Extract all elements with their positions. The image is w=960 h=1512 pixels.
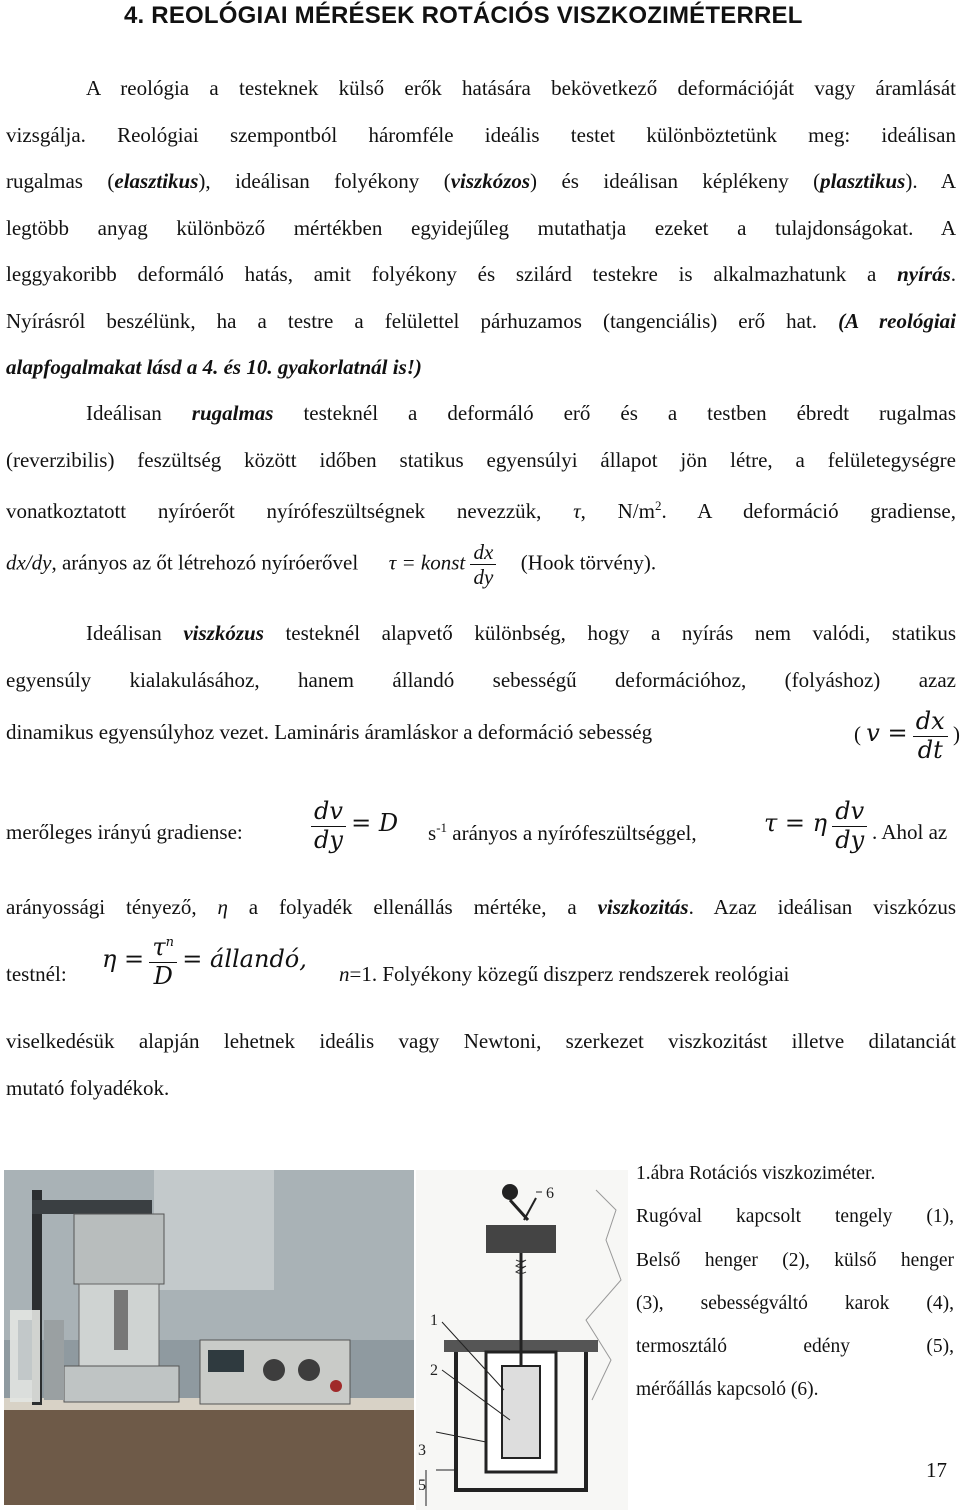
text-line: Ideálisan viszkózus testeknél alapvető különbség, hogy a nyírás nem valódi, statikus bbox=[86, 621, 956, 645]
hook-law-line: dx/dy, arányos az őt létrehozó nyíróerővel τ = konst $\frac{dx}{dy}$ (Hook törvény). bbox=[6, 540, 657, 590]
equation-newton: η = $\frac{\tau^n}{D}$ = állandó, bbox=[102, 933, 307, 990]
equation-shear-rate: $\frac{dv}{dy}$ = D bbox=[311, 798, 398, 854]
text-line: legtöbb anyag különböző mértékben egyidejűleg mutathatja ezeket a tulajdonságokat. A bbox=[6, 215, 956, 240]
viscometer-photo bbox=[4, 1170, 414, 1505]
text-line: (reverzibilis) feszültség között időben statikus egyensúlyi állapot jön létre, a felületegységre bbox=[6, 447, 956, 472]
text-line: Ideálisan rugalmas testeknél a deformáló erő és a testben ébredt rugalmas bbox=[86, 401, 956, 425]
equation-velocity: ( v = $\frac{dx}{dt}$ ) bbox=[854, 707, 960, 764]
equation-viscosity: τ = η $\frac{dv}{dy}$ bbox=[764, 798, 867, 854]
text-line: mutató folyadékok. bbox=[6, 1075, 170, 1100]
text-line: A reológia a testeknek külső erők hatására bekövetkező deformációját vagy áramlását bbox=[86, 76, 956, 100]
caption-line: termosztáló edény (5), bbox=[636, 1336, 954, 1358]
paragraph-viscous bbox=[6, 610, 956, 703]
caption-line: 1.ábra Rotációs viszkoziméter. bbox=[636, 1163, 876, 1184]
caption-line: (3), sebességváltó karok (4), bbox=[636, 1292, 954, 1314]
paragraph-intro bbox=[6, 65, 956, 391]
text-line: viselkedésük alapján lehetnek ideális vagy Newtoni, szerkezet viszkozitást illetve dilatanciát bbox=[6, 1029, 956, 1053]
text-line: leggyakoribb deformáló hatás, amit folyékony és szilárd testekre is alkalmazhatunk a nyírás. bbox=[6, 262, 956, 286]
paragraph-viscosity-def bbox=[6, 884, 956, 931]
page-number: 17 bbox=[926, 1458, 947, 1482]
caption-line: Belső henger (2), külső henger bbox=[636, 1249, 954, 1271]
text-line: Nyírásról beszélünk, ha a testre a felülettel párhuzamos (tangenciális) erő hat. (A reológiai bbox=[6, 308, 956, 333]
text-line: rugalmas (elasztikus), ideálisan folyékony (viszkózos) és ideálisan képlékeny (plasztikus). A bbox=[6, 169, 956, 193]
diagram-label-1: 1 bbox=[430, 1312, 438, 1329]
gradient-line: merőleges irányú gradiense: $\frac{dv}{dy}$ = D $s^{-1}$ arányos a nyírófeszültséggel, τ = η $\frac{dv}{dy}$ . Ahol az bbox=[6, 797, 948, 854]
velocity-line: dinamikus egyensúlyhoz vezet. Lamináris áramláskor a deformáció sebesség ( v = $\frac{dx}{dt}$ ) bbox=[6, 707, 960, 764]
fraction-dx-dy: $\frac{dx}{dy}$ bbox=[470, 540, 496, 589]
equation-hook: τ = konst bbox=[388, 550, 466, 575]
paragraph-elastic bbox=[6, 390, 956, 535]
text-line: alapfogalmakat lásd a 4. és 10. gyakorlatnál is!) bbox=[6, 355, 422, 379]
figure-caption bbox=[636, 1152, 954, 1412]
page-heading: 4. REOLÓGIAI MÉRÉSEK ROTÁCIÓS VISZKOZIMÉTERREL bbox=[124, 2, 803, 29]
diagram-label-5: 5 bbox=[418, 1477, 426, 1494]
diagram-label-3: 3 bbox=[418, 1442, 426, 1459]
caption-line: Rugóval kapcsolt tengely (1), bbox=[636, 1206, 954, 1228]
caption-line: mérőállás kapcsoló (6). bbox=[636, 1379, 819, 1401]
text-line: vonatkoztatott nyíróerőt nyírófeszültségnek nevezzük, τ, $N/m^2$. A deformáció gradiense, bbox=[6, 498, 956, 523]
diagram-label-6: 6 bbox=[546, 1185, 554, 1202]
paragraph-closing bbox=[6, 1018, 956, 1111]
newton-line: testnél: η = $\frac{\tau^n}{D}$ = állandó, n=1. Folyékony közegű diszperz rendszerek reológiai bbox=[6, 933, 790, 990]
viscometer-diagram bbox=[416, 1170, 628, 1510]
text-line: arányossági tényező, η a folyadék ellenállás mértéke, a viszkozitás. Azaz ideálisan viszkózus bbox=[6, 895, 956, 919]
text-line: vizsgálja. Reológiai szempontból háromféle ideális testet különböztetünk meg: ideálisan bbox=[6, 122, 956, 147]
diagram-label-2: 2 bbox=[430, 1362, 438, 1379]
text-line: egyensúly kialakulásához, hanem állandó sebességű deformációhoz, (folyáshoz) azaz bbox=[6, 667, 956, 692]
